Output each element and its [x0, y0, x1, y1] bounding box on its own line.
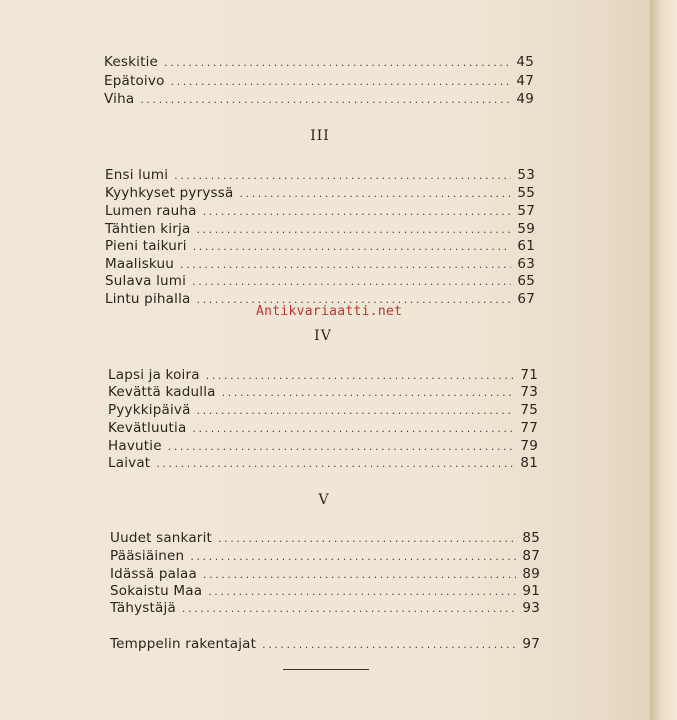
toc-entry [110, 529, 540, 547]
section-heading: III [310, 128, 330, 144]
toc-entry [105, 272, 535, 290]
leader-dots [203, 203, 512, 221]
toc-page: 73 [520, 384, 538, 400]
toc-title: Keskitie [104, 54, 159, 70]
toc-entry [110, 582, 540, 600]
toc-page: 93 [522, 600, 540, 616]
toc-entry [110, 547, 540, 565]
toc-title: Kyyhkyset pyryssä [105, 185, 234, 201]
section-heading: IV [314, 328, 332, 344]
toc-title: Uudet sankarit [110, 530, 213, 546]
toc-title: Lapsi ja koira [108, 367, 200, 383]
leader-dots [193, 238, 512, 256]
toc-title: Havutie [108, 438, 162, 454]
leader-dots [218, 530, 516, 548]
toc-entry [110, 599, 540, 617]
toc-title: Kevättä kadulla [108, 384, 216, 400]
leader-dots [156, 455, 514, 473]
toc-title: Temppelin rakentajat [110, 636, 257, 652]
leader-dots [192, 273, 511, 291]
leader-dots [222, 384, 515, 402]
toc-page: 75 [520, 402, 538, 418]
toc-title: Tähtien kirja [105, 221, 191, 237]
toc-entry [108, 437, 538, 455]
toc-title: Maaliskuu [105, 256, 175, 272]
toc-page: 77 [520, 420, 538, 436]
toc-entry [105, 237, 535, 255]
toc-page: 67 [517, 291, 535, 307]
toc-entry [104, 72, 534, 90]
watermark: Antikvariaatti.net [256, 304, 403, 319]
toc-page: 91 [522, 583, 540, 599]
toc-page: 49 [516, 91, 534, 107]
toc-page: 57 [517, 203, 535, 219]
toc-page: 53 [517, 167, 535, 183]
leader-dots [182, 600, 516, 618]
toc-entry [104, 90, 534, 108]
toc-page: 97 [522, 636, 540, 652]
toc-title: Lumen rauha [105, 203, 197, 219]
toc-title: Idässä palaa [110, 566, 197, 582]
closing-rule [283, 669, 369, 670]
toc-title: Pääsiäinen [110, 548, 185, 564]
toc-title: Pyykkipäivä [108, 402, 191, 418]
toc-title: Sulava lumi [105, 273, 187, 289]
toc-entry [108, 419, 538, 437]
toc-page: 87 [522, 548, 540, 564]
toc-title: Pieni taikuri [105, 238, 187, 254]
toc-title: Tähystäjä [110, 600, 176, 616]
toc-page: 85 [522, 530, 540, 546]
leader-dots [240, 185, 512, 203]
leader-dots [171, 73, 511, 91]
toc-entry [108, 454, 538, 472]
toc-entry [108, 383, 538, 401]
toc-entry [105, 255, 535, 273]
toc-page: 89 [522, 566, 540, 582]
toc-title: Ensi lumi [105, 167, 169, 183]
toc-page: 59 [517, 221, 535, 237]
toc-entry [110, 565, 540, 583]
toc-page: 81 [520, 455, 538, 471]
leader-dots [262, 636, 516, 654]
toc-page: 45 [516, 54, 534, 70]
leader-dots [140, 91, 510, 109]
toc-title: Viha [104, 91, 135, 107]
toc-entry [104, 53, 534, 71]
toc-title: Sokaistu Maa [110, 583, 203, 599]
toc-page: 55 [517, 185, 535, 201]
toc-entry [105, 220, 535, 238]
toc-entry [105, 166, 535, 184]
toc-page: 71 [520, 367, 538, 383]
toc-page: 79 [520, 438, 538, 454]
toc-page: 61 [517, 238, 535, 254]
toc-entry [108, 401, 538, 419]
leader-dots [192, 420, 514, 438]
section-heading: V [318, 492, 330, 508]
leader-dots [197, 402, 515, 420]
leader-dots [164, 54, 510, 72]
toc-page: 65 [517, 273, 535, 289]
toc-page: 63 [517, 256, 535, 272]
page-edge [650, 0, 677, 720]
toc-page: 47 [516, 73, 534, 89]
toc-entry [108, 366, 538, 384]
toc-title: Lintu pihalla [105, 291, 191, 307]
toc-title: Kevätluutia [108, 420, 187, 436]
leader-dots [190, 548, 516, 566]
toc-title: Epätoivo [104, 73, 165, 89]
toc-title: Laivat [108, 455, 151, 471]
toc-entry [110, 635, 540, 653]
toc-entry [105, 184, 535, 202]
toc-entry [105, 202, 535, 220]
leader-dots [174, 167, 511, 185]
